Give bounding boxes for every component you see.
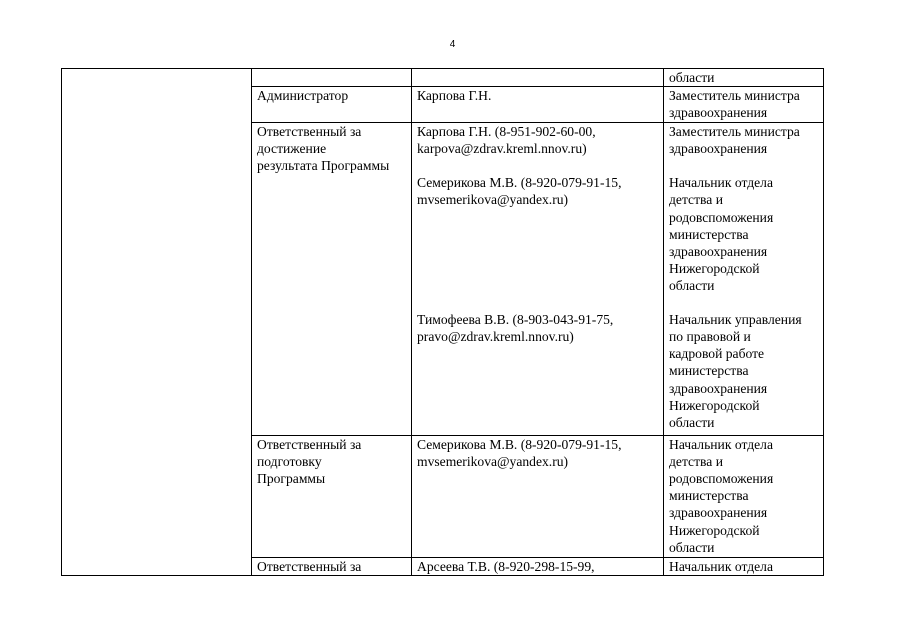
position-text: министерства: [669, 363, 749, 379]
position-text: детства и: [669, 192, 723, 208]
contact-cell: [412, 87, 664, 123]
position-text: области: [669, 70, 715, 85]
contact-cell: [412, 69, 664, 87]
role-cell: [252, 69, 412, 87]
position-text: детства и: [669, 454, 723, 470]
position-text: Начальник отдела: [669, 559, 773, 575]
contact-text: Семерикова М.В. (8-920-079-91-15,: [417, 437, 622, 453]
position-text: по правовой и: [669, 329, 751, 345]
contact-text: Семерикова М.В. (8-920-079-91-15,: [417, 175, 622, 191]
position-text: здравоохранения: [669, 505, 768, 521]
role-cell: [252, 87, 412, 123]
position-text: здравоохранения: [669, 105, 768, 121]
role-cell: [252, 123, 412, 436]
contact-email: pravo@zdrav.kreml.nnov.ru): [417, 329, 574, 345]
contact-email: mvsemerikova@yandex.ru): [417, 454, 569, 470]
role-text: Ответственный за: [257, 559, 362, 575]
table-row: [62, 69, 824, 87]
position-text: родовспоможения: [669, 209, 774, 225]
responsibility-table: [61, 68, 824, 576]
position-text: родовспоможения: [669, 471, 774, 487]
role-cell: [252, 558, 412, 576]
position-text: Нижегородской: [669, 522, 760, 538]
contact-cell: [412, 558, 664, 576]
contact-text: Карпова Г.Н. (8-951-902-60-00,: [417, 124, 596, 140]
position-cell: [664, 436, 824, 558]
position-text: кадровой работе: [669, 346, 765, 362]
position-text: Начальник отдела: [669, 175, 773, 191]
position-text: области: [669, 414, 715, 430]
role-text: Ответственный за: [257, 124, 362, 140]
position-text: здравоохранения: [669, 380, 768, 396]
contact-cell: [412, 123, 664, 436]
position-text: области: [669, 277, 715, 293]
role-text: достижение: [257, 141, 327, 157]
position-text: здравоохранения: [669, 243, 768, 259]
role-text: Программы: [257, 471, 326, 487]
position-text: Заместитель министра: [669, 124, 800, 140]
role-text: Администратор: [257, 88, 349, 104]
position-text: области: [669, 539, 715, 555]
position-cell: [664, 87, 824, 123]
contact-text: Тимофеева В.В. (8-903-043-91-75,: [417, 312, 614, 328]
contact-email: mvsemerikova@yandex.ru): [417, 192, 569, 208]
left-merged-cell: [62, 69, 252, 576]
position-text: Начальник управления: [669, 312, 802, 328]
page-number: 4: [449, 39, 456, 50]
position-text: Нижегородской: [669, 260, 760, 276]
contact-email: karpova@zdrav.kreml.nnov.ru): [417, 141, 587, 157]
contact-text: Карпова Г.Н.: [417, 88, 492, 104]
position-text: министерства: [669, 488, 749, 504]
position-cell: [664, 558, 824, 576]
role-cell: [252, 436, 412, 558]
position-text: Начальник отдела: [669, 437, 773, 453]
contact-cell: [412, 436, 664, 558]
position-text: министерства: [669, 226, 749, 242]
position-cell: [664, 69, 824, 87]
position-text: здравоохранения: [669, 141, 768, 157]
position-text: Нижегородской: [669, 397, 760, 413]
contact-text: Арсеева Т.В. (8-920-298-15-99,: [417, 559, 595, 575]
position-cell: [664, 123, 824, 436]
role-text: подготовку: [257, 454, 322, 470]
role-text: результата Программы: [257, 158, 390, 174]
position-text: Заместитель министра: [669, 88, 800, 104]
role-text: Ответственный за: [257, 437, 362, 453]
